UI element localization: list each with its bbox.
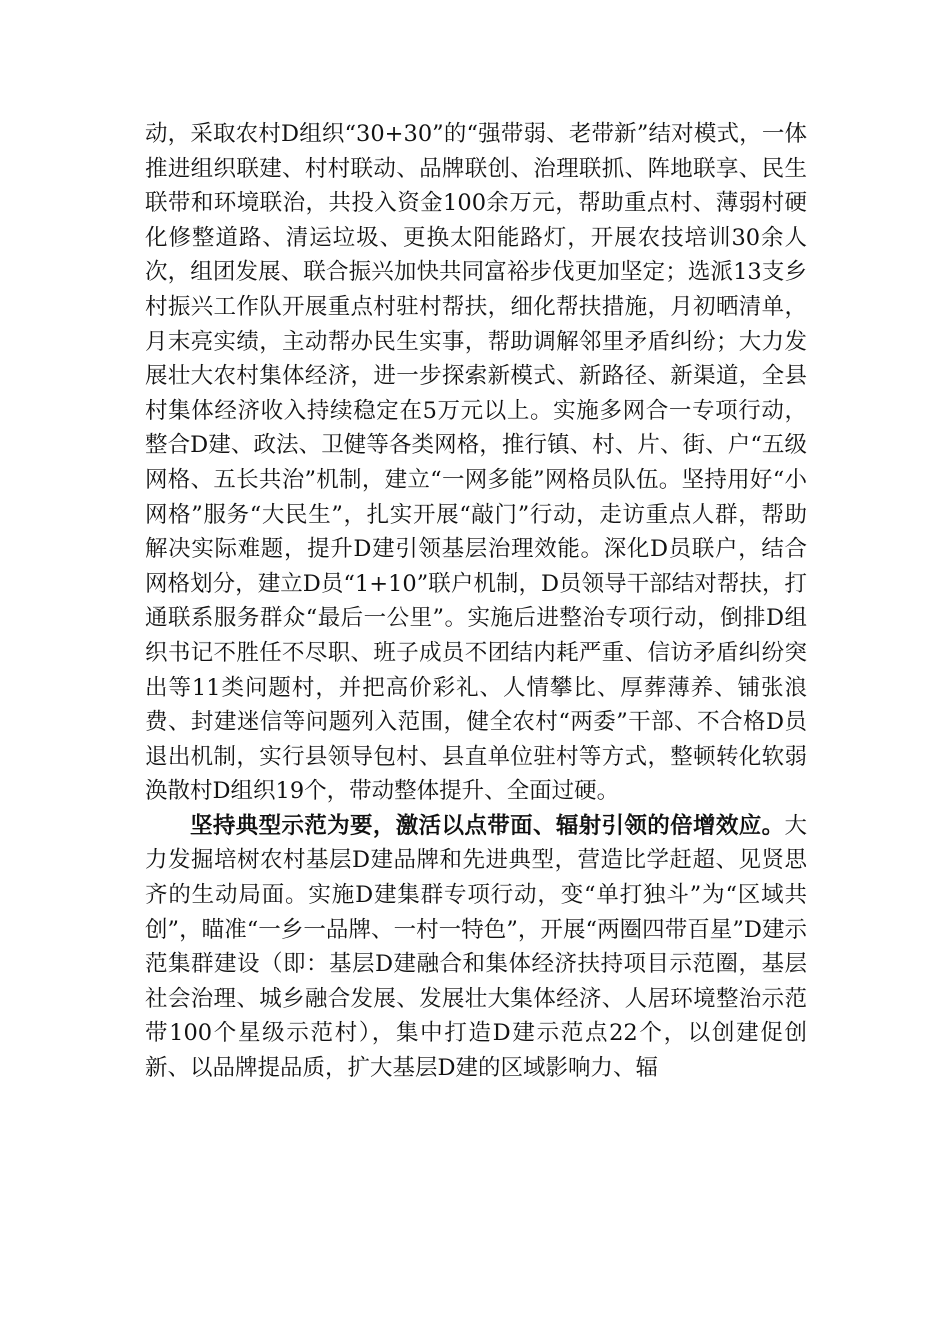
- paragraph-lead-heading: 坚持典型示范为要，激活以点带面、辐射引领的倍增效应。: [190, 812, 785, 839]
- body-paragraph: [145, 809, 807, 1086]
- document-page: [145, 117, 807, 1086]
- body-paragraph: 动，采取农村D组织“30+30”的“强带弱、老带新”结对模式，一体推进组织联建、村村联动、品牌联创、治理联抓、阵地联享、民生联带和环境联治，共投入资金100余万元，帮助重点村、薄弱村硬化修整道路、清运垃圾、更换太阳能路灯，开展农技培训30余人次，组团发展、联合振兴加快共同富裕步伐更加坚定；选派13支乡村振兴工作队开展重点村驻村帮扶，细化帮扶措施，月初晒清单，月末亮实绩，主动帮办民生实事，帮助调解邻里矛盾纠纷；大力发展壮大农村集体经济，进一步探索新模式、新路径、新渠道，全县村集体经济收入持续稳定在5万元以上。实施多网合一专项行动，整合D建、政法、卫健等各类网格，推行镇、村、片、街、户“五级网格、五长共治”机制，建立“一网多能”网格员队伍。坚持用好“小网格”服务“大民生”，扎实开展“敲门”行动，走访重点人群，帮助解决实际难题，提升D建引领基层治理效能。深化D员联户，结合网格划分，建立D员“1+10”联户机制，D员领导干部结对帮扶，打通联系服务群众“最后一公里”。实施后进整治专项行动，倒排D组织书记不胜任不尽职、班子成员不团结内耗严重、信访矛盾纠纷突出等11类问题村，并把高价彩礼、人情攀比、厚葬薄养、铺张浪费、封建迷信等问题列入范围，健全农村“两委”干部、不合格D员退出机制，实行县领导包村、县直单位驻村等方式，整顿转化软弱涣散村D组织19个，带动整体提升、全面过硬。: [145, 121, 807, 805]
- paragraph-body-text: 大力发掘培树农村基层D建品牌和先进典型，营造比学赶超、见贤思齐的生动局面。实施D建集群专项行动，变“单打独斗”为“区域共创”，瞄准“一乡一品牌、一村一特色”，开展“两圈四带百星”D建示范集群建设（即：基层D建融合和集体经济扶持项目示范圈，基层社会治理、城乡融合发展、发展壮大集体经济、人居环境整治示范带100个星级示范村），集中打造D建示范点22个，以创建促创新、以品牌提品质，扩大基层D建的区域影响力、辐: [145, 812, 807, 1082]
